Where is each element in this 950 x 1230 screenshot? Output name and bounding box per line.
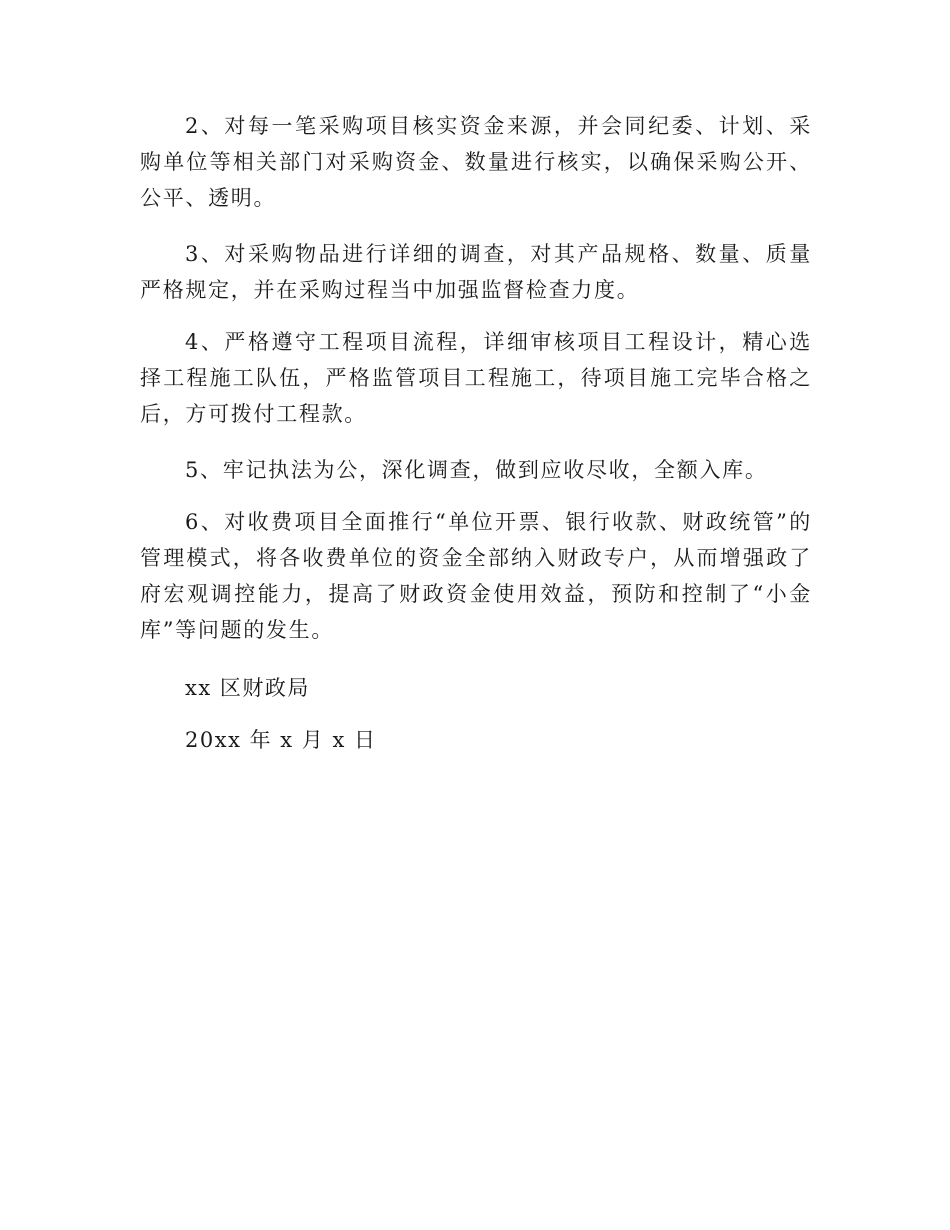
signature-organization: xx 区财政局 <box>185 676 310 700</box>
paragraph-item-5: 5、牢记执法为公，深化调查，做到应收尽收，全额入库。 <box>185 458 768 482</box>
paragraph-item-6: 6、对收费项目全面推行“单位开票、银行收款、财政统管”的管理模式，将各收费单位的资金全部纳入财政专户，从而增强政了府宏观调控能力，提高了财政资金使用效益，预防和控制了“小金库”等问题的发生。 <box>140 510 812 642</box>
paragraph-item-3: 3、对采购物品进行详细的调查，对其产品规格、数量、质量严格规定，并在采购过程当中加强监督检查力度。 <box>140 242 812 302</box>
paragraph-item-2: 2、对每一笔采购项目核实资金来源，并会同纪委、计划、采购单位等相关部门对采购资金、数量进行核实，以确保采购公开、公平、透明。 <box>140 114 812 210</box>
paragraph-item-4: 4、严格遵守工程项目流程，详细审核项目工程设计，精心选择工程施工队伍，严格监管项目工程施工，待项目施工完毕合格之后，方可拨付工程款。 <box>140 330 812 426</box>
signature-date: 20xx 年 x 月 x 日 <box>185 728 377 752</box>
